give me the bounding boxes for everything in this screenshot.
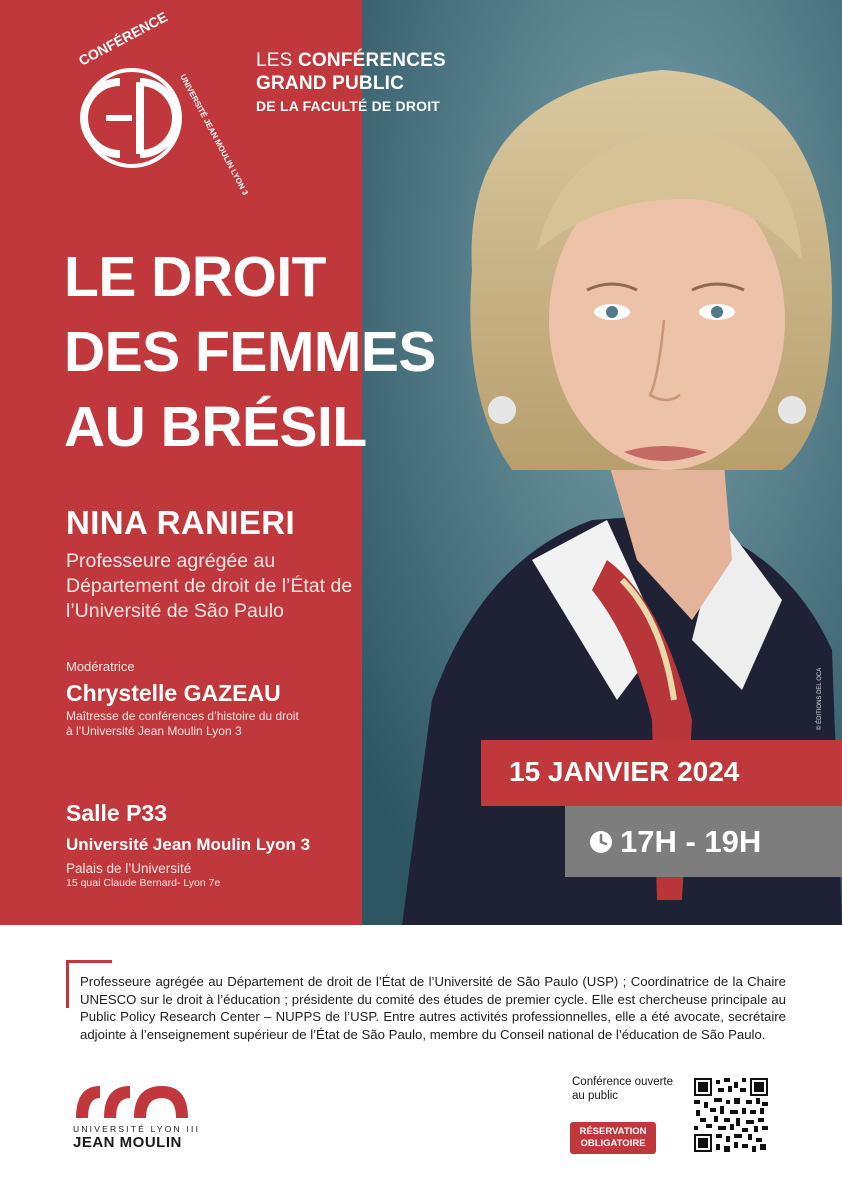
bio-accent	[66, 960, 69, 1008]
logo-ring-subtext: UNIVERSITÉ JEAN MOULIN LYON 3	[178, 72, 250, 197]
conference-logo-icon	[62, 8, 250, 197]
moderator-label: Modératrice	[66, 659, 135, 674]
speaker-name: NINA RANIERI	[66, 504, 296, 541]
qr-code-icon[interactable]	[694, 1078, 768, 1152]
ujm-logo-line2: JEAN MOULIN	[73, 1134, 182, 1151]
event-time-band	[565, 806, 842, 877]
series-prefix: LES	[256, 50, 298, 71]
event-date-band	[481, 740, 842, 806]
moderator-role	[66, 709, 356, 739]
venue-address: 15 quai Claude Bernard- Lyon 7e	[66, 877, 221, 889]
speaker-bio	[66, 960, 786, 1060]
event-date: 15 JANVIER 2024	[509, 756, 740, 787]
page-title	[64, 240, 524, 465]
reservation-line: RÉSERVATION	[579, 1126, 647, 1137]
speaker-role-line: l’Université de São Paulo	[66, 600, 284, 622]
photo-credit-text: © ÉDITIONS DEL OCA	[817, 667, 823, 730]
moderator-role-line: Maîtresse de conférences d’histoire du droit	[66, 709, 299, 723]
speaker-role	[66, 549, 466, 624]
reservation-line: OBLIGATOIRE	[580, 1138, 646, 1149]
logo-ring-text: CONFÉRENCE	[75, 8, 170, 69]
bio-text: Professeure agrégée au Département de droit de l’État de l’Université de São Paulo (USP) ; Coordinatrice de la Chaire UNESCO sur le droit à l’éducation ; présidente du comité des études de premier cycle. Elle est chercheuse principale au Public Policy Research Center – NUPPS de l’USP. Entre autres activités professionnelles, elle a été avocate, secrétaire adjointe à l’enseignement supérieur de l’État de São Paulo, membre du Conseil national de l’éducation de São Paulo.	[80, 974, 786, 1042]
venue-building: Palais de l’Université	[66, 861, 192, 876]
series-heading	[256, 49, 446, 118]
event-time: 17H - 19H	[620, 824, 762, 859]
photo-credit	[813, 420, 823, 740]
open-line: au public	[572, 1090, 619, 1102]
venue-university: Université Jean Moulin Lyon 3	[66, 835, 311, 854]
speaker-role-line: Professeure agrégée au	[66, 550, 276, 572]
series-word: CONFÉRENCES	[298, 50, 446, 71]
venue-room: Salle P33	[66, 800, 168, 826]
bio-accent	[66, 960, 112, 963]
series-line2: GRAND PUBLIC	[256, 73, 405, 94]
clock-icon	[589, 830, 613, 854]
series-line3: DE LA FACULTÉ DE DROIT	[256, 98, 441, 114]
title-line-1: LE DROIT	[64, 245, 326, 309]
moderator-role-line: à l’Université Jean Moulin Lyon 3	[66, 724, 242, 738]
open-to-public	[572, 1075, 692, 1103]
moderator-name: Chrystelle GAZEAU	[66, 680, 281, 706]
open-line: Conférence ouverte	[572, 1076, 674, 1088]
title-line-2: DES FEMMES	[64, 320, 436, 384]
title-line-3: AU BRÉSIL	[64, 395, 367, 459]
speaker-role-line: Département de droit de l’État de	[66, 575, 353, 597]
reservation-badge	[570, 1122, 656, 1154]
ujm-logo-line1: UNIVERSITÉ LYON III	[73, 1124, 201, 1134]
